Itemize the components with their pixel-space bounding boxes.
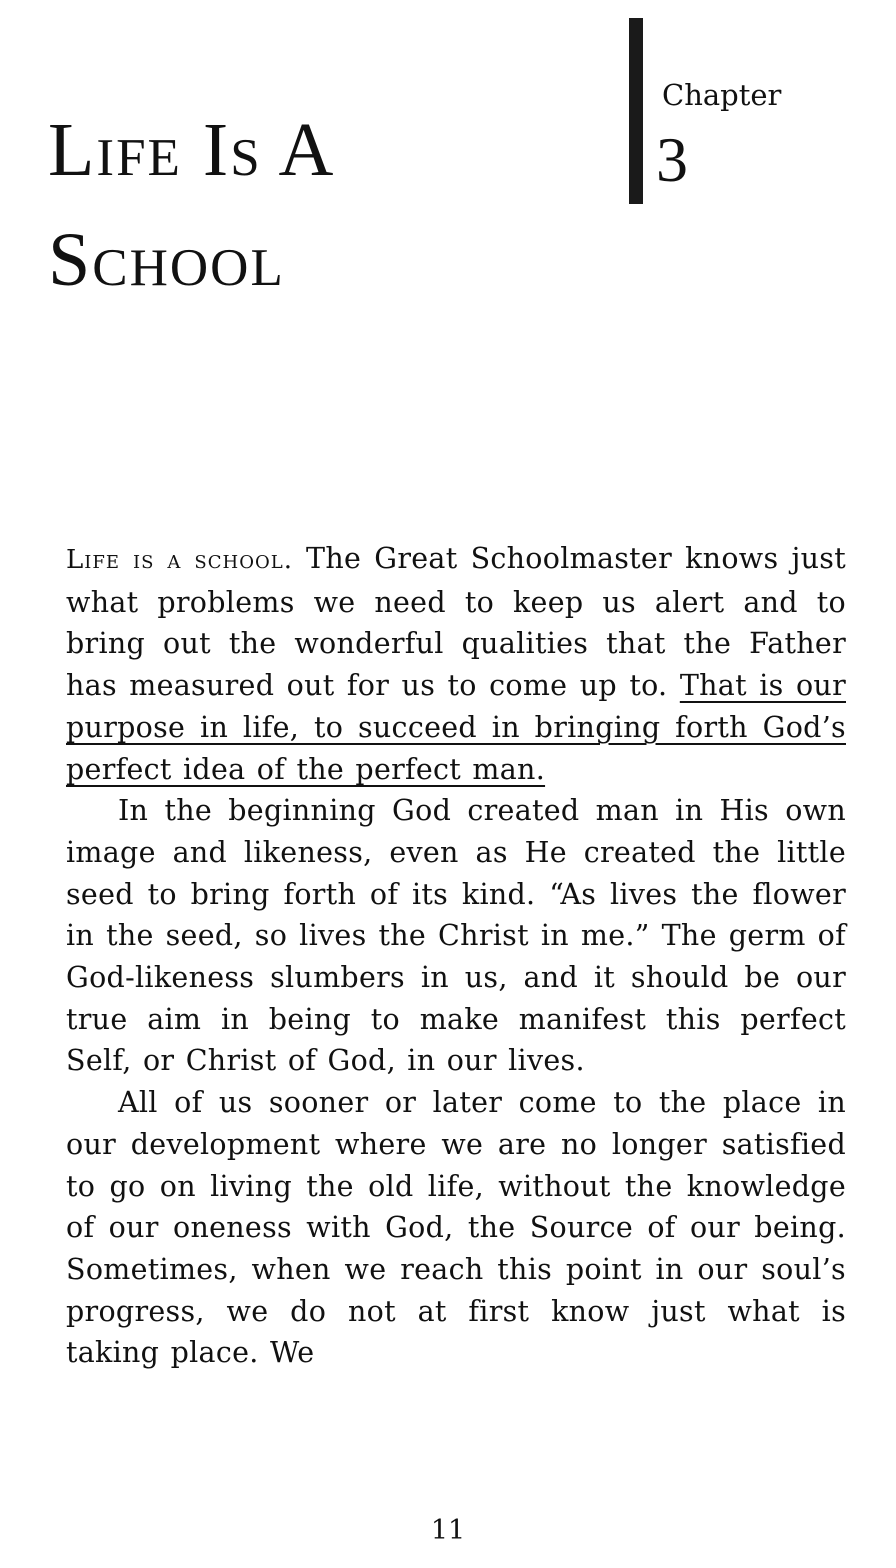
paragraph-1-text: The Great Schoolmaster knows just what problems we need to keep us alert and to bring out the wonderful qualities that the Father has measured out for us to come up to. [66,542,846,703]
chapter-divider-bar [629,18,643,204]
chapter-title-line-2: School [48,218,285,302]
paragraph-lead-in: Life is a school. [66,545,293,575]
page-number: 11 [430,1515,466,1546]
chapter-title-line-1: Life Is A [48,108,336,192]
paragraph-1 [66,538,846,790]
chapter-label: Chapter [662,78,782,112]
paragraph-3: All of us sooner or later come to the place in our development where we are no longer satisfied to go on living the old life, without the knowledge of our oneness with God, the Source of our being. Sometimes, when we reach this point in our soul’s progress, we do not at first know just what is taking place. We [66,1086,846,1370]
underlined-passage: That is our purpose in life, to succeed in bringing forth God’s perfect idea of the perfect man. [66,669,846,786]
paragraph-2: In the beginning God created man in His own image and likeness, even as He created the little seed to bring forth of its kind. “As lives the flower in the seed, so lives the Christ in me.” The germ of God-likeness slumbers in us, and it should be our true aim in being to make manifest this perfect Self, or Christ of God, in our lives. [66,794,846,1078]
body-text [66,538,846,1374]
chapter-number: 3 [656,124,688,195]
